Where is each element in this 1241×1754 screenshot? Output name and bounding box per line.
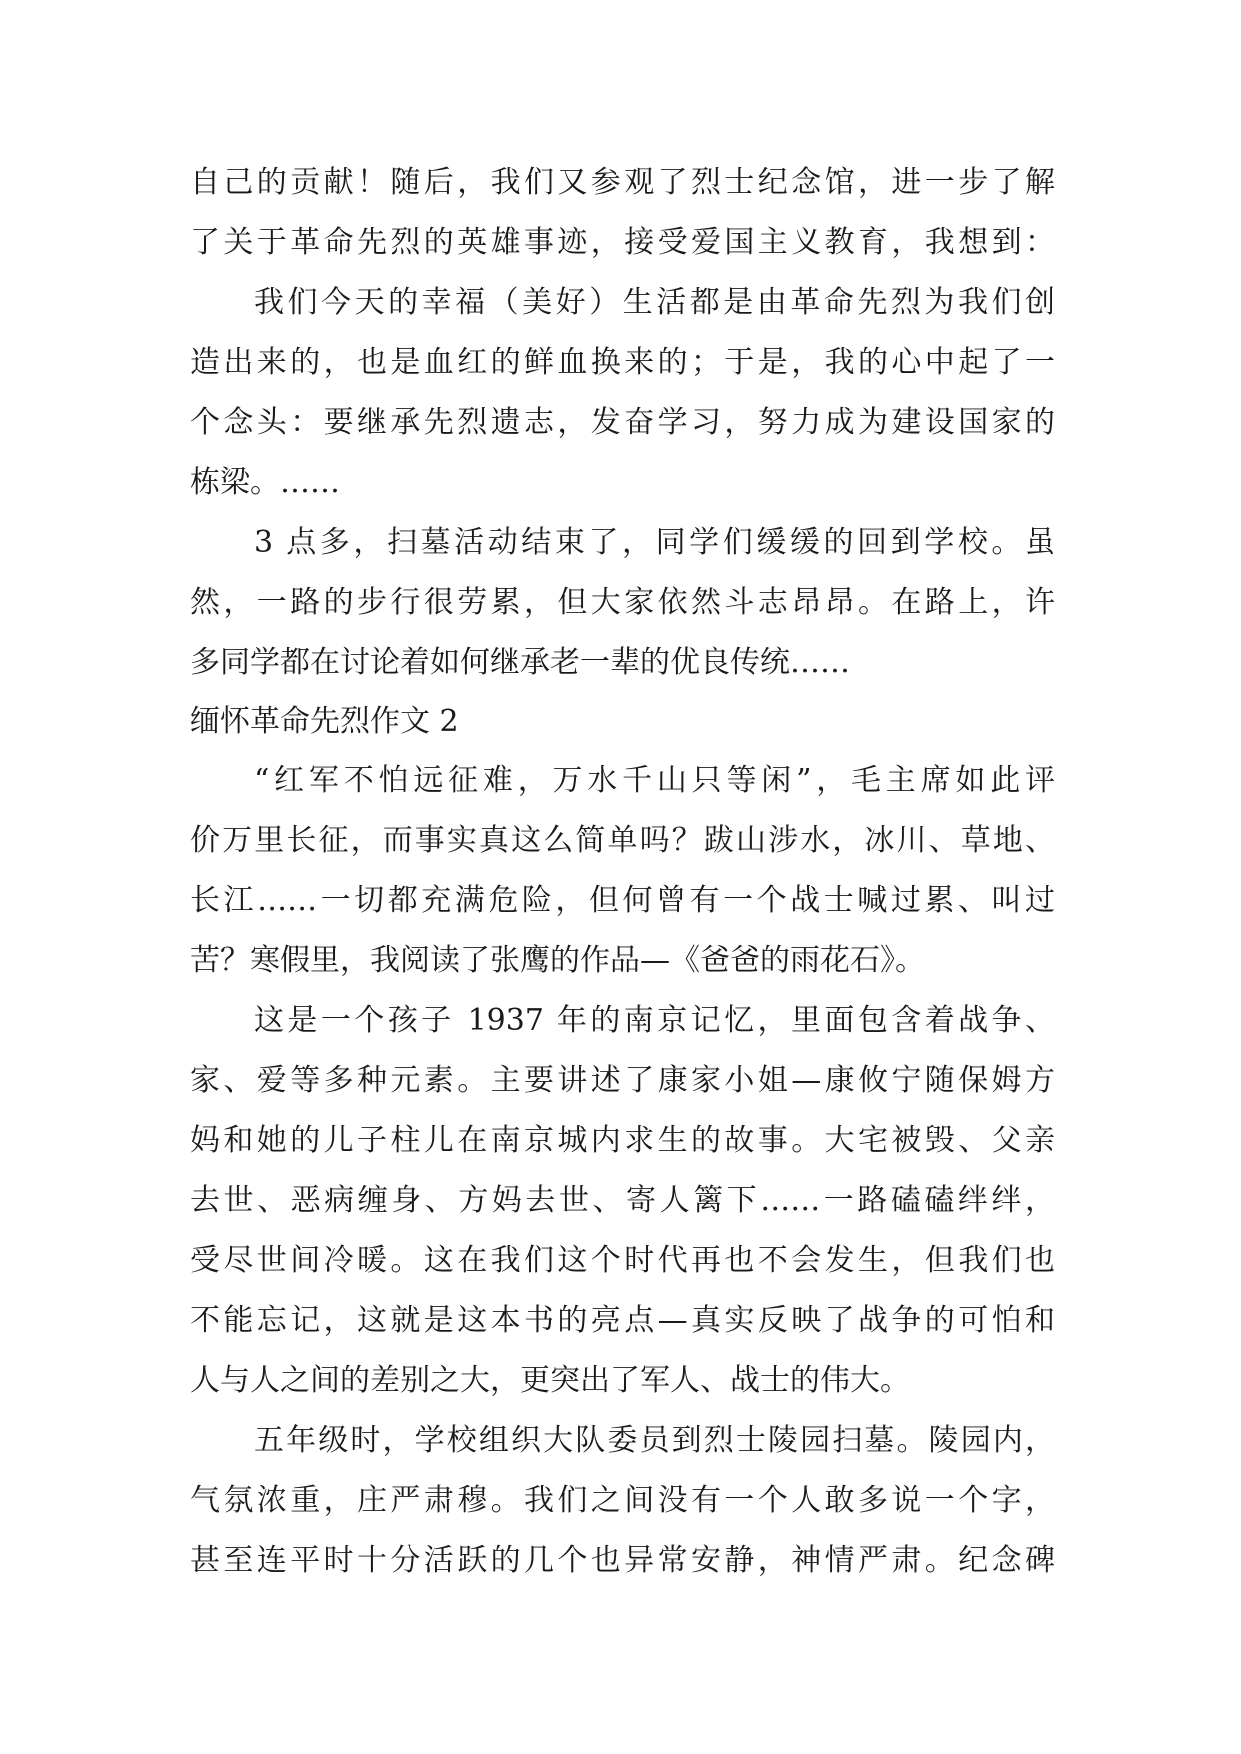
text-line: 苦？寒假里，我阅读了张鹰的作品—《爸爸的雨花石》。 xyxy=(190,943,925,978)
text-line: 不能忘记，这就是这本书的亮点—真实反映了战争的可怕和 xyxy=(190,1303,1055,1338)
text-line: 我们今天的幸福（美好）生活都是由革命先烈为我们创 xyxy=(254,285,1055,320)
text-line: “红军不怕远征难，万水千山只等闲”，毛主席如此评 xyxy=(254,763,1055,798)
text-line: 然，一路的步行很劳累，但大家依然斗志昂昂。在路上，许 xyxy=(190,585,1055,620)
text-line: 自己的贡献！随后，我们又参观了烈士纪念馆，进一步了解 xyxy=(190,165,1055,200)
text-line: 造出来的，也是血红的鲜血换来的；于是，我的心中起了一 xyxy=(190,345,1055,380)
text-line: 了关于革命先烈的英雄事迹，接受爱国主义教育，我想到： xyxy=(190,225,1055,260)
text-line: 妈和她的儿子柱儿在南京城内求生的故事。大宅被毁、父亲 xyxy=(190,1123,1055,1158)
text-line: 个念头：要继承先烈遗志，发奋学习，努力成为建设国家的 xyxy=(190,405,1055,440)
text-line: 人与人之间的差别之大，更突出了军人、战士的伟大。 xyxy=(190,1363,910,1398)
text-line: 长江……一切都充满危险，但何曾有一个战士喊过累、叫过 xyxy=(190,883,1055,918)
text-line: 去世、恶病缠身、方妈去世、寄人篱下……一路磕磕绊绊， xyxy=(190,1183,1055,1218)
text-line: 五年级时，学校组织大队委员到烈士陵园扫墓。陵园内， xyxy=(254,1423,1055,1458)
text-line: 价万里长征，而事实真这么简单吗？跋山涉水，冰川、草地、 xyxy=(190,823,1055,858)
section-heading: 缅怀革命先烈作文 2 xyxy=(190,704,459,739)
document-body xyxy=(190,153,1055,1591)
text-line: 这是一个孩子 1937 年的南京记忆，里面包含着战争、 xyxy=(254,1003,1055,1038)
text-line: 3 点多，扫墓活动结束了，同学们缓缓的回到学校。虽 xyxy=(254,525,1055,560)
text-line: 多同学都在讨论着如何继承老一辈的优良传统…… xyxy=(190,645,850,680)
text-line: 栋梁。…… xyxy=(190,465,340,500)
text-line: 家、爱等多种元素。主要讲述了康家小姐—康攸宁随保姆方 xyxy=(190,1063,1055,1098)
text-line: 受尽世间冷暖。这在我们这个时代再也不会发生，但我们也 xyxy=(190,1243,1055,1278)
text-line: 气氛浓重，庄严肃穆。我们之间没有一个人敢多说一个字， xyxy=(190,1483,1055,1518)
text-line: 甚至连平时十分活跃的几个也异常安静，神情严肃。纪念碑 xyxy=(190,1543,1055,1578)
